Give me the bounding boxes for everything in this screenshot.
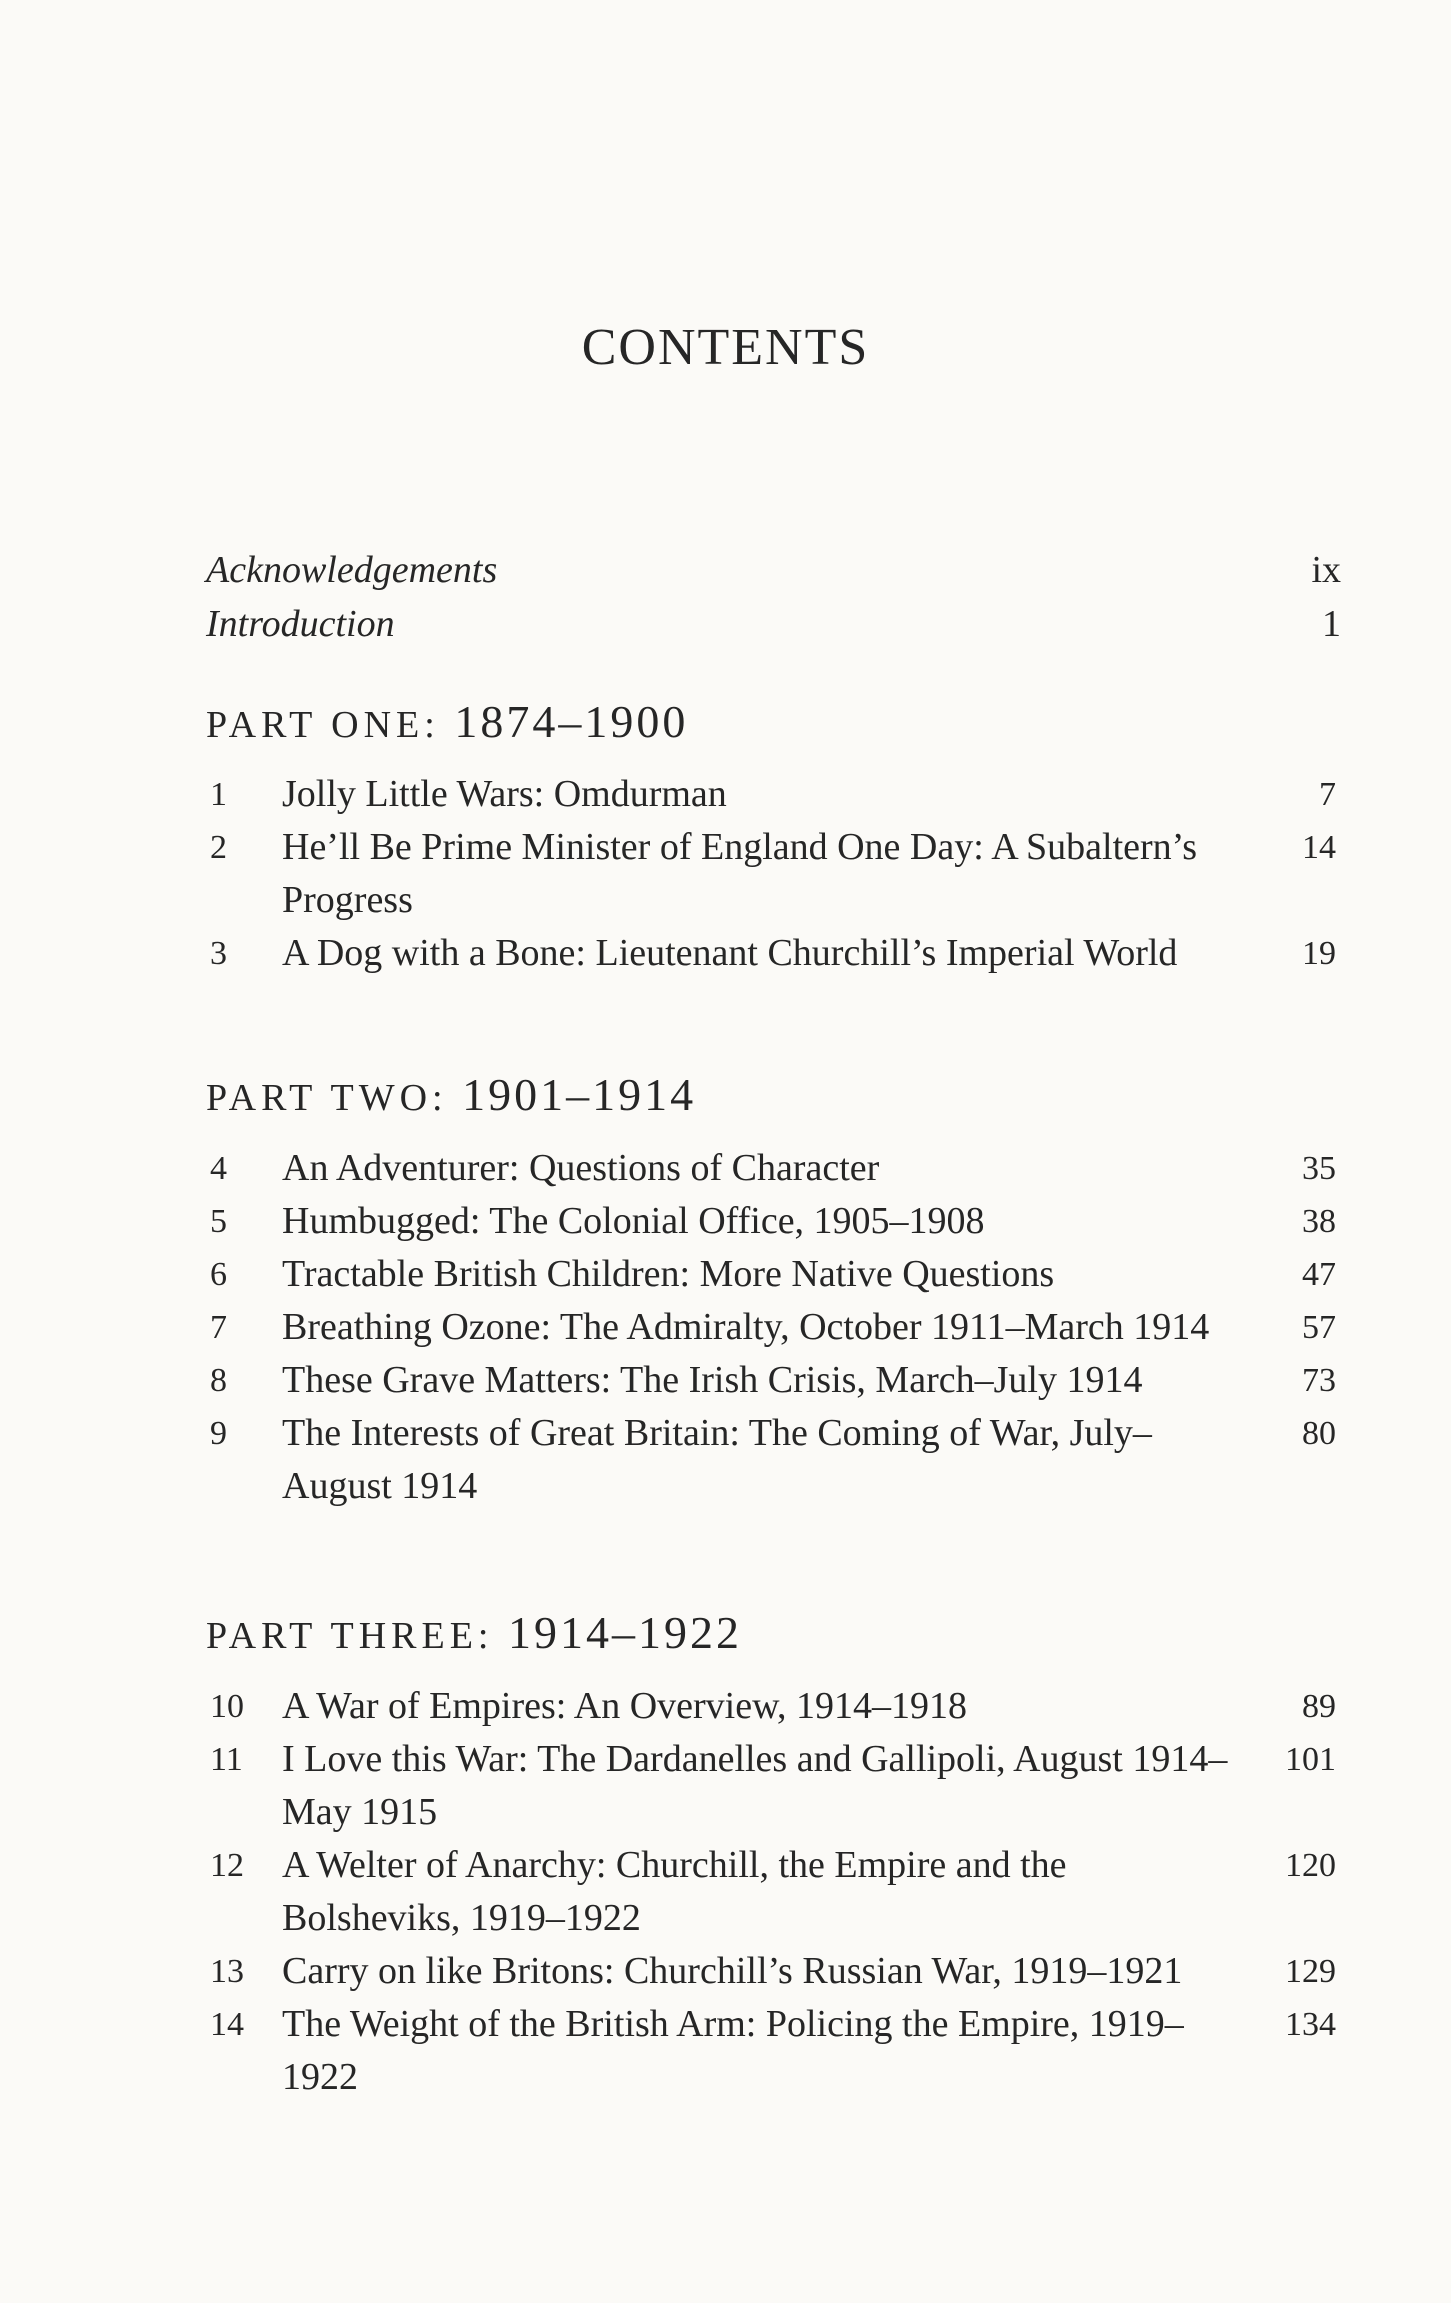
part-two-heading [206,1068,696,1121]
chapter-number: 6 [210,1256,227,1293]
chapter-title: The Interests of Great Britain: The Coming of War, July–August 1914 [282,1412,1152,1507]
toc-entry-chapter-6[interactable] [206,1248,1336,1301]
chapter-number: 7 [210,1309,227,1346]
part-years: 1914–1922 [507,1607,742,1658]
part-three-heading [206,1606,742,1659]
chapter-page: 7 [1319,776,1336,813]
toc-entry-chapter-11[interactable] [206,1733,1336,1839]
toc-entry-chapter-10[interactable] [206,1680,1336,1733]
chapter-title: The Weight of the British Arm: Policing the Empire, 1919–1922 [282,2003,1184,2098]
chapter-page: 80 [1302,1415,1336,1452]
chapter-number: 4 [210,1150,227,1187]
chapter-title: An Adventurer: Questions of Character [282,1147,880,1189]
chapter-number: 5 [210,1203,227,1240]
toc-entry-chapter-8[interactable] [206,1354,1336,1407]
chapter-number: 10 [210,1688,244,1725]
chapter-page: 47 [1302,1256,1336,1293]
chapter-number: 13 [210,1953,244,1990]
chapter-page: 73 [1302,1362,1336,1399]
chapter-page: 120 [1285,1847,1336,1884]
part-label: PART TWO: [206,1077,448,1119]
toc-entry-chapter-3[interactable] [206,927,1336,980]
toc-entry-chapter-2[interactable] [206,821,1336,927]
chapter-title: Jolly Little Wars: Omdurman [282,773,727,815]
toc-entry-chapter-5[interactable] [206,1195,1336,1248]
toc-entry-introduction[interactable] [206,602,1341,656]
toc-entry-chapter-12[interactable] [206,1839,1336,1945]
chapter-page: 101 [1285,1741,1336,1778]
toc-entry-chapter-4[interactable] [206,1142,1336,1195]
toc-entry-acknowledgements[interactable] [206,548,1341,602]
chapter-number: 9 [210,1415,227,1452]
part-one-heading [206,695,688,748]
toc-entry-chapter-14[interactable] [206,1998,1336,2104]
chapter-page: 19 [1302,935,1336,972]
part-years: 1901–1914 [462,1069,697,1120]
chapter-title: Carry on like Britons: Churchill’s Russian War, 1919–1921 [282,1950,1183,1992]
entry-title: Introduction [206,603,395,645]
entry-page: ix [1311,549,1341,591]
part-two-chapters [206,1142,1336,1513]
chapter-number: 8 [210,1362,227,1399]
toc-entry-chapter-7[interactable] [206,1301,1336,1354]
chapter-page: 38 [1302,1203,1336,1240]
chapter-page: 14 [1302,829,1336,866]
chapter-number: 2 [210,829,227,866]
chapter-title: A Dog with a Bone: Lieutenant Churchill’s Imperial World [282,932,1178,974]
part-label: PART ONE: [206,704,440,746]
entry-title: Acknowledgements [206,549,498,591]
chapter-number: 3 [210,935,227,972]
part-three-chapters [206,1680,1336,2104]
toc-entry-chapter-9[interactable] [206,1407,1336,1513]
part-one-chapters [206,768,1336,980]
toc-entry-chapter-1[interactable] [206,768,1336,821]
chapter-page: 129 [1285,1953,1336,1990]
chapter-title: Humbugged: The Colonial Office, 1905–1908 [282,1200,985,1242]
part-label: PART THREE: [206,1615,494,1657]
chapter-number: 1 [210,776,227,813]
entry-page: 1 [1322,603,1341,645]
chapter-title: A War of Empires: An Overview, 1914–1918 [282,1685,968,1727]
chapter-page: 35 [1302,1150,1336,1187]
chapter-page: 134 [1285,2006,1336,2043]
chapter-page: 57 [1302,1309,1336,1346]
chapter-title: These Grave Matters: The Irish Crisis, March–July 1914 [282,1359,1143,1401]
chapter-page: 89 [1302,1688,1336,1725]
chapter-number: 12 [210,1847,244,1884]
chapter-number: 11 [210,1741,243,1778]
chapter-number: 14 [210,2006,244,2043]
chapter-title: Breathing Ozone: The Admiralty, October 1911–March 1914 [282,1306,1210,1348]
chapter-title: He’ll Be Prime Minister of England One Day: A Subaltern’s Progress [282,826,1198,921]
chapter-title: I Love this War: The Dardanelles and Gallipoli, August 1914–May 1915 [282,1738,1228,1833]
chapter-title: Tractable British Children: More Native Questions [282,1253,1055,1295]
toc-entry-chapter-13[interactable] [206,1945,1336,1998]
part-years: 1874–1900 [454,696,689,747]
chapter-title: A Welter of Anarchy: Churchill, the Empire and the Bolsheviks, 1919–1922 [282,1844,1067,1939]
page-title: CONTENTS [581,319,870,376]
front-matter [206,548,1341,656]
